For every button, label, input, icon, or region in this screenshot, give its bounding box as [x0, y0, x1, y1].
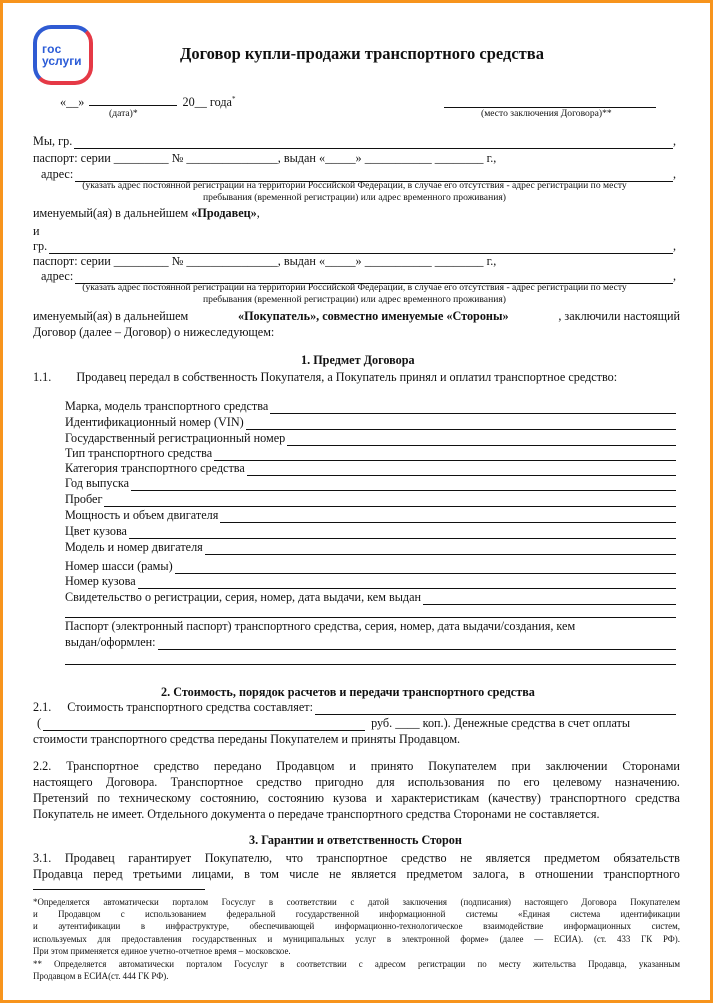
buyer-bold: «Покупатель», совместно именуемые «Стороны» [237, 309, 509, 323]
seller-name-blank [74, 137, 673, 149]
and-label: и [33, 224, 40, 238]
vehicle-field-row [65, 559, 676, 574]
word: ГК [641, 933, 653, 944]
date-day: «__» [60, 95, 85, 110]
vehicle-field-blank [129, 527, 676, 539]
word: муниципальных [283, 933, 345, 944]
word: Сторонами [622, 759, 680, 773]
word: по [477, 959, 487, 969]
word: ЕСИА). [553, 933, 584, 944]
text-line: При этом применяется единое учетно-отчетное время – московское. [33, 945, 291, 956]
seller-prefix: именуемый(ая) в дальнейшем [33, 206, 192, 220]
word: Покупателем [630, 897, 680, 907]
buyer-address-note-1: (указать адрес постоянной регистрации на территории Российской Федерации, в случае его отсутствия - адрес регистрации по месту [82, 282, 627, 293]
justified-line [33, 759, 680, 774]
word: адресом [374, 959, 406, 969]
date-caption: (дата)* [109, 108, 138, 119]
buyer-prefix: именуемый(ая) в дальнейшем [33, 309, 189, 323]
vehicle-field-blank [423, 593, 676, 605]
gr-label: гр. [33, 239, 48, 253]
paragraph-2-1-text: Стоимость транспортного средства составляет: [67, 700, 313, 714]
paragraph-1-1 [33, 370, 617, 385]
we-label: Мы, гр. [33, 134, 73, 148]
pts-line2-blank [158, 638, 676, 650]
word: системы [465, 909, 498, 920]
word: лицами, [191, 867, 234, 881]
word: информационно-технологическое [334, 921, 463, 932]
word: залога, [472, 867, 509, 881]
pts-line1: Паспорт (электронный паспорт) транспортного средства, серия, номер, дата выдачи/создания, кем [65, 619, 576, 633]
word: Определяется [54, 959, 107, 969]
paragraph-1-1-text: Продавец передал в собственность Покупателя, а Покупатель принял и оплатил транспортное средство: [76, 370, 618, 384]
word: не [460, 851, 473, 865]
word: средство [401, 851, 447, 865]
paragraph-1-1-number: 1.1. [33, 370, 52, 384]
word: порталом [186, 959, 223, 969]
word: систем, [651, 921, 680, 932]
seller-address-note-2: пребывания (временной регистрации) или адрес временного проживания) [203, 192, 506, 203]
word: федеральной [226, 909, 276, 920]
word: третьими [133, 867, 182, 881]
vehicle-field-blank [214, 449, 676, 461]
footnote-separator [33, 889, 205, 890]
word: и [349, 759, 356, 773]
word: жительства [532, 959, 576, 969]
word: предоставления [121, 933, 182, 944]
vehicle-field-row [65, 446, 676, 461]
buyer-name-blank [49, 242, 673, 254]
word: — [534, 933, 544, 944]
vehicle-field-label: Номер шасси (рамы) [65, 559, 173, 573]
word: (качеству) [488, 791, 541, 805]
word: целевому [552, 775, 602, 789]
word: электронной [401, 933, 450, 944]
word: средство [256, 775, 302, 789]
date-month-blank [89, 105, 177, 106]
word: по [97, 791, 111, 805]
word: передано [213, 759, 262, 773]
text-line: Покупатель не имеет. Отдельного документа о передаче транспортного средства Сторонами не составляется. [33, 807, 600, 821]
word: обязательств [613, 851, 680, 865]
vehicle-field-label: Марка, модель транспортного средства [65, 399, 269, 413]
word: является [351, 867, 397, 881]
gosuslugi-logo [33, 25, 99, 91]
word: и [33, 921, 38, 932]
word: *Определяется [33, 897, 90, 907]
pts-line2-row [65, 635, 676, 650]
vehicle-field-blank [270, 402, 676, 414]
word: том [260, 867, 279, 881]
word: в [244, 867, 250, 881]
buyer-address-comma: , [672, 269, 676, 283]
seller-address-label: адрес: [41, 167, 74, 181]
buyer-passport-row: паспорт: серии _________ № _______________, выдан «_____» ___________ ________ г., [33, 254, 497, 268]
vehicle-field-row [65, 574, 676, 589]
vehicle-field-row [65, 415, 676, 430]
text-line: Продавцом в ЕСИА(ст. 444 ГК РФ). [33, 971, 169, 982]
word: в [280, 959, 285, 969]
word: с [120, 909, 125, 920]
justified-line [33, 851, 680, 866]
justified-line [33, 897, 680, 907]
section-2-heading: 2. Стоимость, порядок расчетов и передачи транспортного средства [161, 685, 535, 699]
word: для [376, 775, 395, 789]
justified-line [33, 775, 680, 790]
word: Продавца [33, 867, 83, 881]
buyer-name-comma: , [672, 239, 676, 253]
word: соответствии [296, 959, 347, 969]
word: что [285, 851, 304, 865]
word: государственной [295, 909, 359, 920]
seller-address-comma: , [672, 167, 676, 181]
buyer-address-label: адрес: [41, 269, 74, 283]
word: 2.2. [33, 759, 52, 773]
pts-extra-blank [65, 664, 676, 665]
word: с [358, 959, 363, 969]
vehicle-field-blank [247, 464, 676, 476]
word: (подписания) [460, 897, 511, 907]
vehicle-field-label: Мощность и объем двигателя [65, 508, 219, 522]
word: «Единая [518, 909, 550, 920]
justified-line [33, 791, 680, 806]
vehicle-field-blank [205, 543, 676, 555]
vehicle-field-blank [287, 434, 676, 446]
word: аутентификации [58, 921, 121, 932]
paragraph-2-1-row2 [37, 716, 680, 731]
word: автоматически [118, 959, 175, 969]
word: инфраструктуре, [165, 921, 229, 932]
place-caption: (место заключения Договора)** [481, 108, 612, 119]
vehicle-field-label: Год выпуска [65, 476, 130, 490]
seller-passport-row: паспорт: серии _________ № _______________, выдан «_____» ___________ ________ г., [33, 151, 497, 165]
vehicle-field-label: Тип транспортного средства [65, 446, 213, 460]
word: Госуслуг [221, 897, 256, 907]
vehicle-field-row [65, 399, 676, 414]
word: по [497, 775, 511, 789]
justified-line [33, 867, 680, 882]
seller-comma: , [256, 206, 260, 220]
word: использования [407, 775, 485, 789]
paragraph-2-1-rubles: руб. ____ коп.). Денежные средства в счет оплаты [371, 716, 631, 730]
vehicle-field-row [65, 508, 676, 523]
word: не [329, 867, 342, 881]
word: Договора. [105, 775, 158, 789]
buyer-designation-line2: Договор (далее – Договор) о нижеследующем: [33, 325, 275, 339]
word: его [523, 775, 540, 789]
word: и [375, 791, 383, 805]
word: характеристикам [391, 791, 480, 805]
word: транспортного [603, 867, 680, 881]
vehicle-field-row [65, 492, 676, 507]
word: средство [153, 759, 200, 773]
word: состоянию [267, 791, 324, 805]
vehicle-field-label: Цвет кузова [65, 524, 127, 538]
buyer-name-row [33, 239, 676, 254]
word: ** [33, 959, 42, 969]
word: предметом [543, 851, 600, 865]
vehicle-field-row [65, 540, 676, 555]
word: предметом [406, 867, 463, 881]
word: Продавцом [276, 759, 335, 773]
vehicle-field-blank [246, 418, 676, 430]
word: государственных [192, 933, 257, 944]
word: в [140, 921, 146, 932]
word: пригодно [315, 775, 364, 789]
justified-line [33, 934, 680, 944]
word: Покупателем [428, 759, 497, 773]
word: и [33, 909, 38, 920]
price-words-blank [43, 719, 365, 731]
word: в [519, 867, 525, 881]
date-year: 20__ года [182, 95, 232, 110]
vehicle-field-label: Категория транспортного средства [65, 461, 245, 475]
word: взаимодействие [483, 921, 544, 932]
word: транспортное [316, 851, 388, 865]
word: перед [93, 867, 123, 881]
word: Покупателю, [204, 851, 273, 865]
word: отношении [535, 867, 594, 881]
vehicle-field-label: Государственный регистрационный номер [65, 431, 286, 445]
word: РФ). [662, 933, 680, 944]
word: Продавец [64, 851, 115, 865]
word: техническому [119, 791, 191, 805]
word: назначению. [614, 775, 680, 789]
word: (ст. [593, 933, 607, 944]
logo-text-line2: услуги [42, 54, 82, 68]
word: является [485, 851, 531, 865]
word: указанным [638, 959, 680, 969]
word: 433 [617, 933, 631, 944]
word: Претензий [33, 791, 89, 805]
vehicle-field-row [65, 524, 676, 539]
paragraph-2-1-number: 2.1. [33, 700, 52, 714]
paren-open: ( [37, 716, 42, 730]
word: Договора [581, 897, 617, 907]
word: средства [635, 791, 680, 805]
vehicle-field-label: Свидетельство о регистрации, серия, номер, дата выдачи, кем выдан [65, 590, 422, 604]
vehicle-field-row [65, 476, 676, 491]
word: 3.1. [33, 851, 52, 865]
logo-text-line1: гос [42, 42, 62, 56]
word: кузова [332, 791, 367, 805]
word: Госуслуг [234, 959, 268, 969]
word: (далее [499, 933, 524, 944]
word: Транспортное [170, 775, 244, 789]
word: при [511, 759, 531, 773]
word: для [97, 933, 111, 944]
document-title: Договор купли-продажи транспортного средства [180, 44, 544, 63]
buyer-suffix: , заключили настоящий [558, 309, 680, 323]
word: настоящего [524, 897, 568, 907]
word: услуг [355, 933, 377, 944]
word: заключения [402, 897, 448, 907]
vehicle-field-blank [175, 562, 676, 574]
word: регистрации [417, 959, 466, 969]
word: Транспортное [66, 759, 139, 773]
vehicle-field-blank [131, 479, 676, 491]
word: соответствии [286, 897, 337, 907]
vehicle-field-blank [220, 511, 676, 523]
word: в [268, 897, 274, 907]
seller-designation [33, 206, 260, 221]
document-page [3, 3, 710, 1000]
word: порталом [172, 897, 209, 907]
seller-name-comma: , [672, 134, 676, 148]
seller-name-row [33, 134, 676, 149]
buyer-designation-line1 [33, 309, 680, 324]
justified-line [33, 921, 680, 931]
word: с [350, 897, 355, 907]
price-blank [315, 703, 676, 715]
word: месту [498, 959, 521, 969]
paragraph-2-1-row3: стоимости транспортного средства переданы Покупателем и приняты Продавцом. [33, 732, 461, 746]
word: состоянию, [199, 791, 259, 805]
word: обеспечивающей [249, 921, 315, 932]
word: Продавцом [58, 909, 101, 920]
justified-line [33, 909, 680, 919]
word: автоматически [103, 897, 159, 907]
section-3-heading: 3. Гарантии и ответственность Сторон [249, 833, 462, 847]
section-1-heading: 1. Предмет Договора [301, 353, 415, 367]
pts-line2-label: выдан/оформлен: [65, 635, 156, 649]
word: использованием [144, 909, 207, 920]
word: гарантирует [128, 851, 192, 865]
seller-address-note-1: (указать адрес постоянной регистрации на территории Российской Федерации, в случае его отсутствия - адрес регистрации по месту [82, 180, 627, 191]
vehicle-field-blank [104, 495, 676, 507]
seller-bold: «Продавец» [191, 206, 257, 220]
vehicle-field-label: Модель и номер двигателя [65, 540, 203, 554]
word: система [570, 909, 601, 920]
word: принято [370, 759, 414, 773]
word: информационных [563, 921, 632, 932]
vehicle-field-label: Идентификационный номер (VIN) [65, 415, 244, 429]
vehicle-field-label: Номер кузова [65, 574, 136, 588]
word: и [267, 933, 273, 944]
buyer-address-note-2: пребывания (временной регистрации) или адрес временного проживания) [203, 294, 506, 305]
paragraph-2-1-row1 [33, 700, 676, 715]
word: настоящего [33, 775, 93, 789]
word: датой [367, 897, 390, 907]
word: форме» [460, 933, 489, 944]
word: Продавца, [588, 959, 627, 969]
vehicle-field-row [65, 431, 676, 446]
word: заключении [545, 759, 608, 773]
word: транспортного [549, 791, 627, 805]
word: используемых [33, 933, 87, 944]
date-star: * [231, 95, 236, 103]
word: числе [289, 867, 319, 881]
vehicle-field-row [65, 590, 676, 605]
vehicle-field-row [65, 461, 676, 476]
justified-line [33, 959, 680, 969]
word: идентификации [620, 909, 680, 920]
date-row [60, 95, 235, 110]
vehicle-field-blank [138, 577, 676, 589]
vehicle-field-label: Пробег [65, 492, 103, 506]
certificate-extra-blank [65, 617, 676, 618]
word: в [386, 933, 392, 944]
word: информационной [379, 909, 446, 920]
